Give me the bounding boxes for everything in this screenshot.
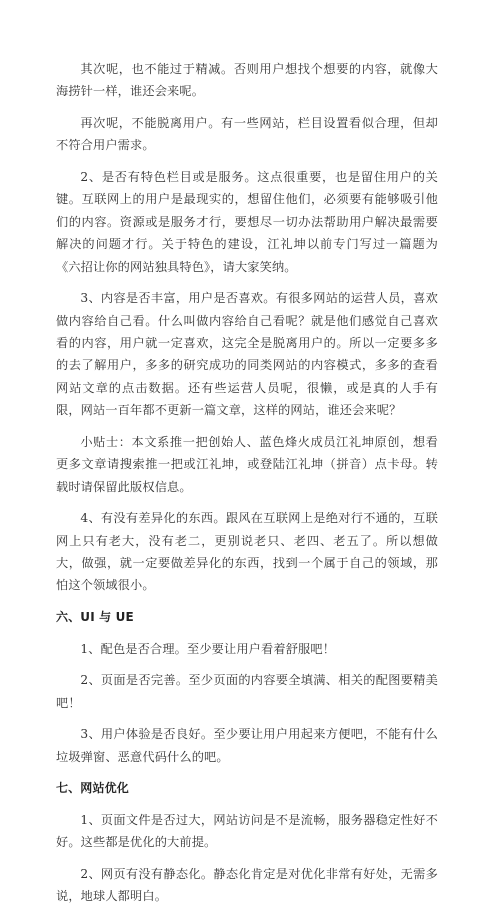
paragraph-featured-columns: 2、是否有特色栏目或是服务。这点很重要，也是留住用户的关键。互联网上的用户是最现实的，想留住他们，必须要有能够吸引他们的内容。资源或是服务才行，要想尽一切办法帮助用户解决最需要解决的问题才行。关于特色的建设，江礼坤以前专门写过一篇题为《六招让你的网站独具特色》，请大家笑纳。: [56, 170, 438, 274]
section-heading-ui-ue: 六、UI 与 UE: [56, 610, 134, 625]
ui-item-page-completeness: 2、页面是否完善。至少页面的内容要全填满、相关的配图要精美吧！: [56, 673, 438, 710]
ui-item-user-experience: 3、用户体验是否良好。至少要让用户用起来方便吧，不能有什么垃圾弹窗、恶意代码什么的吧。: [56, 727, 438, 764]
paragraph-not-detached-from-users: 再次呢，不能脱离用户。有一些网站，栏目设置看似合理，但却不符合用户需求。: [56, 116, 438, 153]
opt-item-page-size: 1、页面文件是否过大，网站访问是不是流畅，服务器稳定性好不好。这些都是优化的大前提。: [56, 812, 438, 850]
paragraph-content-richness: 3、内容是否丰富，用户是否喜欢。有很多网站的运营人员，喜欢做内容给自己看。什么叫做内容给自己看呢？就是他们感觉自己喜欢看的内容，用户就一定喜欢，这完全是脱离用户的。所以一定要多多的去了解用户，多多的研究成功的同类网站的内容模式，多多的查看网站文章的点击数据。还有些运营人员呢，很懒，或是真的人手有限，网站一百年都不更新一篇文章，这样的网站，谁还会来呢？: [56, 291, 438, 418]
paragraph-not-too-streamlined: 其次呢，也不能过于精减。否则用户想找个想要的内容，就像大海捞针一样，谁还会来呢。: [56, 62, 438, 99]
paragraph-differentiation: 4、有没有差异化的东西。跟风在互联网上是绝对行不通的，互联网上只有老大，没有老二，更别说老只、老四、老五了。所以想做大，做强，就一定要做差异化的东西，找到一个属于自己的领域，那怕这个领域很小。: [56, 511, 438, 593]
opt-item-static-pages: 2、网页有没有静态化。静态化肯定是对优化非常有好处，无需多说，地球人都明白。: [56, 866, 438, 904]
document-page: [56, 58, 438, 915]
section-heading-site-optimization: 七、网站优化: [56, 781, 129, 796]
paragraph-tip: 小贴士：本文系推一把创始人、蓝色烽火成员江礼坤原创，想看更多文章请搜索推一把或江礼坤，或登陆江礼坤（拼音）点卡母。转载时请保留此版权信息。: [56, 434, 438, 494]
ui-item-color-scheme: 1、配色是否合理。至少要让用户看着舒服吧！: [80, 641, 336, 656]
